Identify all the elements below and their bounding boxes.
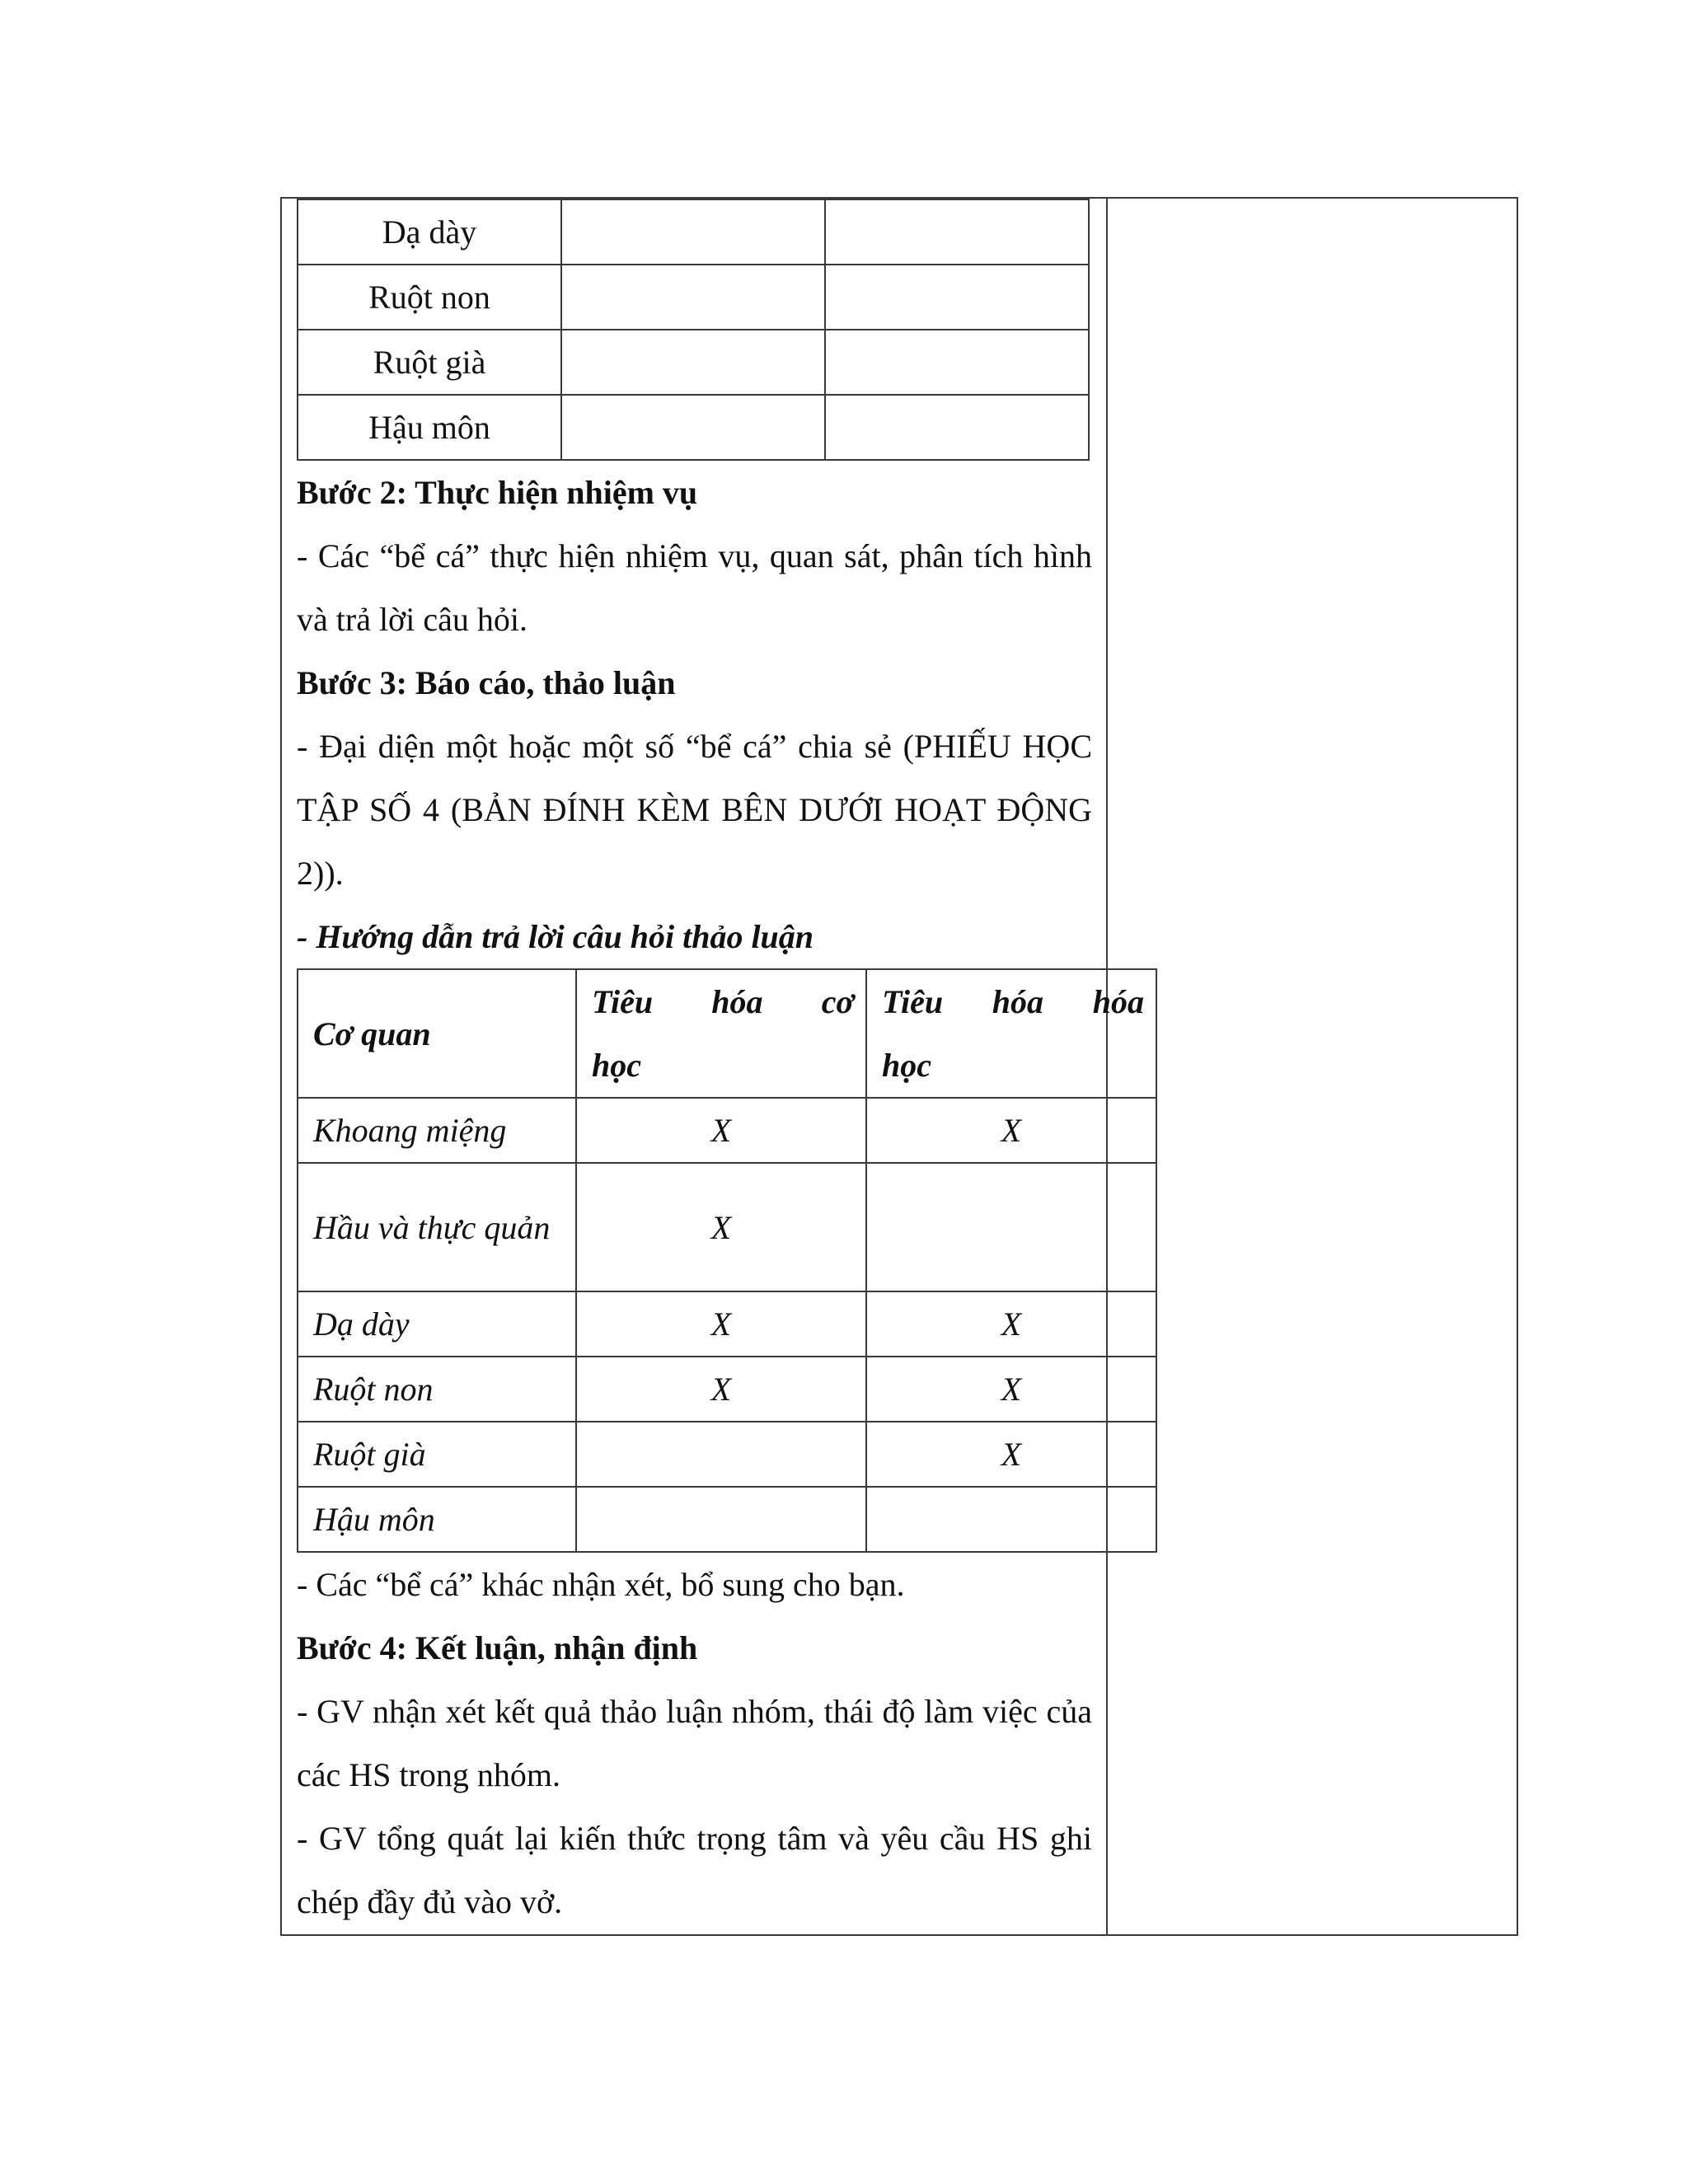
organ-cell: Ruột già bbox=[298, 330, 561, 395]
step3-title: Bước 3: Báo cáo, thảo luận bbox=[297, 664, 676, 701]
peer-feedback-line: - Các “bể cá” khác nhận xét, bổ sung cho bạn. bbox=[297, 1566, 905, 1603]
step4-title: Bước 4: Kết luận, nhận định bbox=[297, 1629, 698, 1666]
table-row bbox=[298, 265, 1089, 330]
mechanical-mark: X bbox=[576, 1163, 866, 1291]
header-mechanical-line2: học bbox=[592, 1047, 641, 1084]
steps-text bbox=[297, 461, 1092, 968]
table-row bbox=[298, 1098, 1156, 1163]
empty-cell bbox=[825, 199, 1089, 265]
table-header-row bbox=[298, 969, 1156, 1098]
header-mechanical-line1: Tiêu hóa cơ bbox=[592, 983, 854, 1020]
table-row bbox=[298, 1291, 1156, 1357]
organ-cell: Hậu môn bbox=[298, 395, 561, 460]
empty-cell bbox=[825, 265, 1089, 330]
conclusion-text bbox=[297, 1553, 1092, 1933]
organ-cell: Hậu môn bbox=[298, 1487, 576, 1552]
empty-cell bbox=[561, 395, 825, 460]
empty-cell bbox=[561, 330, 825, 395]
header-chemical-line2: học bbox=[882, 1047, 931, 1084]
mechanical-mark: X bbox=[576, 1098, 866, 1163]
organ-cell: Dạ dày bbox=[298, 1291, 576, 1357]
table-row bbox=[298, 1422, 1156, 1487]
empty-cell bbox=[825, 395, 1089, 460]
organ-table-top bbox=[297, 199, 1090, 461]
activity-column bbox=[297, 199, 1144, 1933]
answer-table bbox=[297, 968, 1157, 1553]
step3-line: - Đại diện một hoặc một số “bể cá” chia sẻ (PHIẾU HỌC TẬP SỐ 4 (BẢN ĐÍNH KÈM BÊN DƯỚI HOẠT ĐỘNG 2)). bbox=[297, 728, 1092, 892]
table-row bbox=[298, 330, 1089, 395]
organ-cell: Ruột non bbox=[298, 265, 561, 330]
empty-cell bbox=[825, 330, 1089, 395]
empty-cell bbox=[561, 199, 825, 265]
organ-cell: Dạ dày bbox=[298, 199, 561, 265]
step4-line1: - GV nhận xét kết quả thảo luận nhóm, thái độ làm việc của các HS trong nhóm. bbox=[297, 1693, 1092, 1793]
lesson-table bbox=[280, 197, 1518, 1936]
mechanical-mark bbox=[576, 1422, 866, 1487]
step2-title: Bước 2: Thực hiện nhiệm vụ bbox=[297, 474, 698, 511]
chemical-mark: X bbox=[866, 1291, 1156, 1357]
mechanical-mark bbox=[576, 1487, 866, 1552]
table-row bbox=[298, 395, 1089, 460]
chemical-mark: X bbox=[866, 1357, 1156, 1422]
organ-cell: Hầu và thực quản bbox=[298, 1163, 576, 1291]
organ-cell: Ruột già bbox=[298, 1422, 576, 1487]
empty-cell bbox=[561, 265, 825, 330]
header-chemical bbox=[866, 969, 1156, 1098]
mechanical-mark: X bbox=[576, 1291, 866, 1357]
organ-cell: Khoang miệng bbox=[298, 1098, 576, 1163]
header-organ: Cơ quan bbox=[298, 969, 576, 1098]
header-chemical-line1: Tiêu hóa hóa bbox=[882, 983, 1144, 1020]
mechanical-mark: X bbox=[576, 1357, 866, 1422]
table-row bbox=[298, 1357, 1156, 1422]
chemical-mark: X bbox=[866, 1422, 1156, 1487]
table-row bbox=[298, 199, 1089, 265]
step2-line: - Các “bể cá” thực hiện nhiệm vụ, quan sát, phân tích hình và trả lời câu hỏi. bbox=[297, 537, 1092, 638]
chemical-mark: X bbox=[866, 1098, 1156, 1163]
discussion-guide-heading: - Hướng dẫn trả lời câu hỏi thảo luận bbox=[297, 918, 814, 955]
table-row bbox=[298, 1163, 1156, 1291]
header-mechanical bbox=[576, 969, 866, 1098]
chemical-mark bbox=[866, 1487, 1156, 1552]
table-row bbox=[298, 1487, 1156, 1552]
organ-cell: Ruột non bbox=[298, 1357, 576, 1422]
step4-line2: - GV tổng quát lại kiến thức trọng tâm và yêu cầu HS ghi chép đầy đủ vào vở. bbox=[297, 1820, 1092, 1920]
chemical-mark bbox=[866, 1163, 1156, 1291]
